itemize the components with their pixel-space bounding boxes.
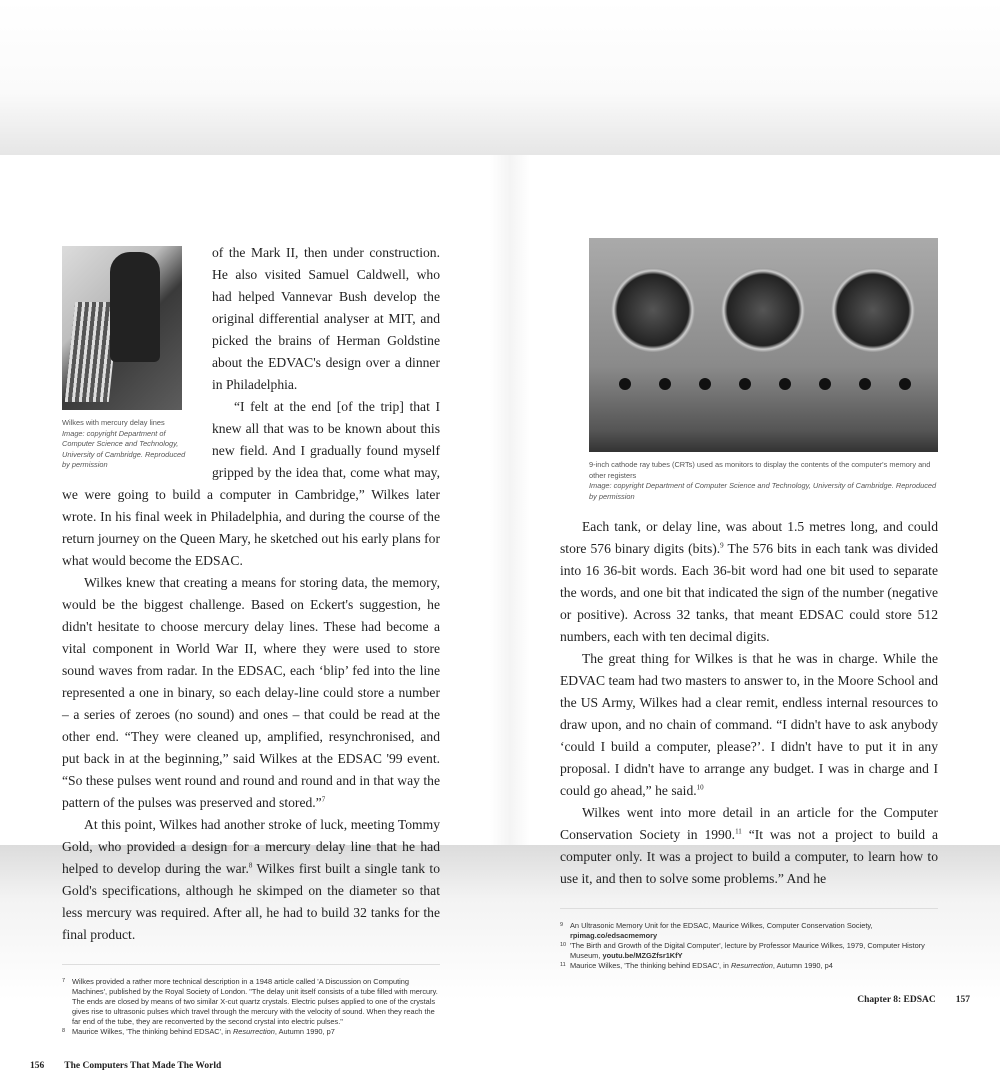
background-top — [0, 0, 1000, 155]
figure-left — [62, 246, 190, 471]
footnote-text: An Ultrasonic Memory Unit for the EDSAC, Maurice Wilkes, Computer Conservation Society, — [570, 921, 873, 930]
book-gutter — [490, 155, 530, 845]
footnote-text: 'The Birth and Growth of the Digital Computer', lecture by Professor Maurice Wilkes, 1979, Computer History Museum, — [570, 941, 925, 960]
running-title-right: Chapter 8: EDSAC — [857, 995, 936, 1005]
running-title-left: The Computers That Made The World — [64, 1061, 222, 1071]
footnote-number: 10 — [560, 942, 567, 948]
footnote-number: 7 — [62, 978, 66, 984]
footnote-text: Maurice Wilkes, 'The thinking behind EDSAC', in — [72, 1027, 233, 1036]
footnote-10 — [560, 941, 938, 961]
footnote-text: Maurice Wilkes, 'The thinking behind EDSAC', in — [570, 961, 731, 970]
footnote-number: 9 — [560, 922, 564, 928]
right-page — [560, 238, 970, 1005]
paragraph: At this point, Wilkes had another stroke of luck, meeting Tommy Gold, who provided a design for a mercury delay line that he had helped to develop during the war. — [62, 817, 440, 876]
folio-right — [560, 995, 970, 1005]
paragraph: “It was not a project to build a computer only. It was a project to build a computer, to learn how to use it, and then to solve some problems.” And he — [560, 827, 938, 886]
footnote-7 — [62, 977, 440, 1027]
footnote-ref[interactable]: 9 — [720, 541, 724, 550]
footnote-ref[interactable]: 7 — [321, 795, 326, 804]
footnote-ref[interactable]: 10 — [696, 783, 704, 792]
figure-caption-left — [62, 418, 190, 471]
footnote-italic: Resurrection — [730, 961, 773, 970]
footnote-text: , Autumn 1990, p4 — [772, 961, 833, 970]
footnote-ref[interactable]: 11 — [735, 827, 742, 836]
figure-right — [589, 238, 938, 502]
paragraph: Each tank, or delay line, was about 1.5 metres long, and could store 576 binary digits (bits). — [560, 519, 938, 556]
paragraph: of the Mark II, then under construction. He also visited Samuel Caldwell, who had helped Vannevar Bush develop the original differential analyser at MIT, and picked the brains of Herman Goldstine about the EDVAC's design over a dinner in Philadelphia. — [212, 245, 440, 392]
footnote-italic: Resurrection — [232, 1027, 275, 1036]
caption-text: Wilkes with mercury delay lines — [62, 418, 165, 427]
folio-left — [30, 1061, 440, 1071]
paragraph: “I felt at the end [of the trip] that I knew all that was to be known about this new field. And I gradually found myself gripped by the idea that, come what may, we were going to build a computer in Cambridge,” Wilkes later wrote. In his final week in Philadelphia, and during the course of the return journey on the Queen Mary, he sketched out his early plans for what would become the EDSAC. — [62, 399, 440, 568]
footnote-number: 11 — [560, 962, 566, 968]
paragraph: Wilkes first built a single tank to Gold's specifications, although he skimped on the diameter so that less mercury was required. After all, he had to build 32 tanks for the final product. — [62, 861, 440, 942]
caption-credit: Image: copyright Department of Computer Science and Technology, University of Cambridge. Reproduced by permission — [589, 481, 937, 501]
footnotes-right — [560, 908, 938, 971]
caption-text: 9-inch cathode ray tubes (CRTs) used as monitors to display the contents of the computer's memory and other registers — [589, 460, 931, 480]
figure-caption-right — [589, 460, 938, 502]
photo-wilkes-delay-lines — [62, 246, 182, 410]
photo-crt-monitors — [589, 238, 938, 452]
caption-credit: Image: copyright Department of Computer Science and Technology, University of Cambridge. Reproduced by permission — [62, 428, 186, 469]
footnote-text: , Autumn 1990, p7 — [274, 1027, 335, 1036]
paragraph: The 576 bits in each tank was divided into 16 36-bit words. Each 36-bit word had one bit used to separate the words, and one bit that indicated the sign of the number (negative or positive). Across 32 tanks, that meant EDSAC could store 512 numbers, each with ten decimal digits. — [560, 541, 938, 644]
footnotes-left — [62, 964, 440, 1037]
footnote-text: Wilkes provided a rather more technical description in a 1948 article called 'A Discussion on Computing Machines', published by the Royal Society of London. "The delay unit itself consists of a tube filled with mercury. The ends are closed by means of two similar X-cut quartz crystals. Electric pulses applied to one of the crystals gives rise to ultrasonic pulses which travel through the mercury with the velocity of sound. When they reach the far end of the tube, they are reconverted by the second crystal into electric pulses." — [72, 977, 438, 1026]
left-page — [30, 242, 440, 1071]
footnote-link[interactable]: youtu.be/MZGZfsr1KfY — [602, 951, 683, 960]
footnote-9 — [560, 921, 938, 941]
page-number-left: 156 — [30, 1061, 45, 1071]
paragraph: The great thing for Wilkes is that he was in charge. While the EDVAC team had two masters to answer to, in the Moore School and the US Army, Wilkes had a clear remit, endless internal resources to draw upon, and no chain of command. “I didn't have to ask anybody ‘could I build a computer, please?’. I didn't have to put it in any proposal. I didn't have to arrange any budget. I was in charge and I could go ahead,” he said. — [560, 651, 938, 798]
right-body — [560, 516, 938, 890]
footnote-11 — [560, 961, 938, 971]
footnote-link[interactable]: rpimag.co/edsacmemory — [570, 931, 658, 940]
footnote-number: 8 — [62, 1028, 66, 1034]
page-number-right: 157 — [955, 995, 970, 1005]
paragraph: Wilkes knew that creating a means for storing data, the memory, would be the biggest challenge. Based on Eckert's suggestion, he didn't hesitate to choose mercury delay lines. These had become a vital component in World War II, where they were used to store sound waves from radar. In the EDSAC, each ‘blip’ fed into the line represented a one in binary, so each delay-line could store a number – a series of zeroes (no sound) and ones – that could be read at the other end. “They were cleaned up, amplified, resynchronised, and put back in at the beginning,” said Wilkes at the EDSAC '99 event. “So these pulses went round and round and round and in that way the pattern of the pulses was preserved and stored.” — [62, 575, 440, 810]
footnote-8 — [62, 1027, 440, 1037]
footnote-ref[interactable]: 8 — [248, 861, 253, 870]
paragraph: Wilkes went into more detail in an article for the Computer Conservation Society in 1990. — [560, 805, 938, 842]
